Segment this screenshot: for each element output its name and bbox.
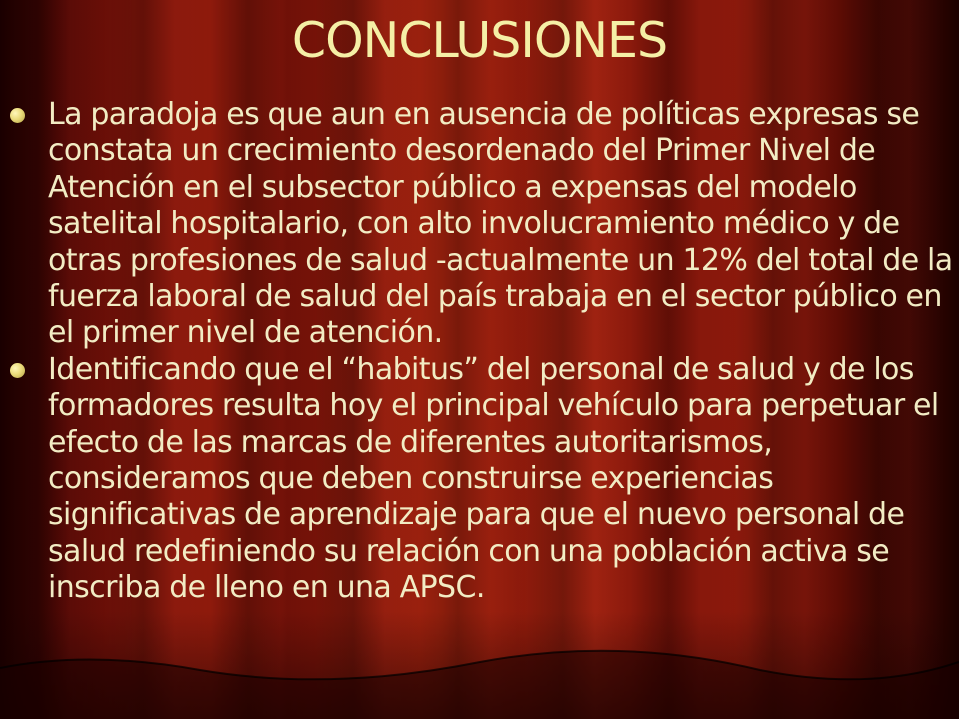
bullet-text: Identificando que el “habitus” del personal de salud y de los formadores resulta hoy el principal vehículo para perpetuar el efecto de las marcas de diferentes autoritarismos, consideramos que deben construirse experiencias significativas de aprendizaje para que el nuevo personal de salud redefiniendo su relación con una población activa se inscriba de lleno en una APSC. [48, 351, 939, 606]
bullet-text: La paradoja es que aun en ausencia de políticas expresas se constata un crecimiento desordenado del Primer Nivel de Atención en el subsector público a expensas del modelo satelital hospitalario, con alto involucramiento médico y de otras profesiones de salud -actualmente un 12% del total de la fuerza laboral de salud del país trabaja en el sector público en el primer nivel de atención. [48, 97, 953, 351]
round-bullet-icon [10, 108, 25, 123]
bullet-list [10, 97, 955, 607]
bullet-item [10, 97, 955, 352]
bullet-item [10, 352, 955, 607]
curtain-swag-decoration [0, 640, 959, 719]
slide-title: CONCLUSIONES [291, 12, 668, 69]
round-bullet-icon [10, 363, 25, 378]
